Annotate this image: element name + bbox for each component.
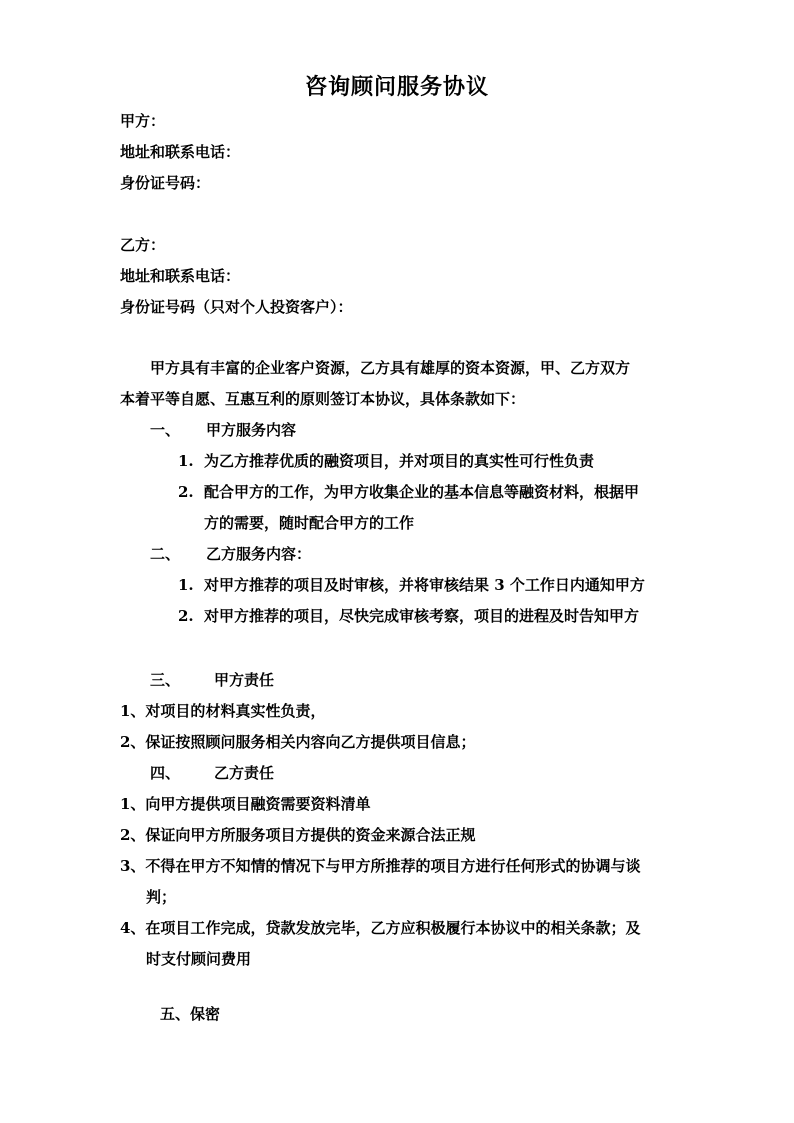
section1-heading — [150, 420, 296, 440]
section2-item-1: 1. 对甲方推荐的项目及时审核，并将审核结果 3 个工作日内通知甲方 — [178, 576, 645, 594]
section5-heading: 五、保密 — [160, 1005, 221, 1023]
section1-item-1: 1. 为乙方推荐优质的融资项目，并对项目的真实性可行性负责 — [178, 452, 595, 470]
section4-num: 四、 — [150, 764, 181, 782]
party-b-label: 乙方： — [120, 236, 166, 254]
party-b-address-label: 地址和联系电话： — [120, 267, 241, 285]
section1-item-2-cont: 方的需要，随时配合甲方的工作 — [204, 514, 415, 532]
party-b-id-label: 身份证号码（只对个人投资客户）： — [120, 298, 353, 316]
section4-item-2: 2、保证向甲方所服务项目方提供的资金来源合法正规 — [120, 826, 476, 844]
section4-heading — [150, 763, 274, 783]
party-a-id-label: 身份证号码： — [120, 174, 211, 192]
section2-title: 乙方服务内容： — [206, 545, 312, 563]
section4-item-4-cont: 时支付顾问费用 — [146, 950, 252, 968]
intro-line-2: 本着平等自愿、互惠互利的原则签订本协议，具体条款如下： — [120, 390, 526, 408]
section3-item-1: 1、对项目的材料真实性负责， — [120, 702, 326, 720]
section2-heading — [150, 544, 311, 564]
section4-item-1: 1、向甲方提供项目融资需要资料清单 — [120, 795, 371, 813]
section3-item-2: 2、保证按照顾问服务相关内容向乙方提供项目信息； — [120, 733, 476, 751]
section3-heading — [150, 670, 274, 690]
section4-title: 乙方责任 — [214, 764, 275, 782]
section3-num: 三、 — [150, 671, 181, 689]
section4-item-3: 3、不得在甲方不知情的情况下与甲方所推荐的项目方进行任何形式的协调与谈 — [120, 857, 641, 875]
section3-title: 甲方责任 — [214, 671, 275, 689]
page-title: 咨询顾问服务协议 — [304, 74, 489, 100]
section4-item-3-cont: 判； — [146, 888, 177, 906]
party-a-address-label: 地址和联系电话： — [120, 143, 241, 161]
section1-title: 甲方服务内容 — [206, 421, 297, 439]
section2-item-2: 2. 对甲方推荐的项目，尽快完成审核考察，项目的进程及时告知甲方 — [178, 607, 640, 625]
section1-num: 一、 — [150, 421, 181, 439]
party-a-label: 甲方： — [120, 112, 166, 130]
section2-num: 二、 — [150, 545, 181, 563]
section1-item-2: 2. 配合甲方的工作，为甲方收集企业的基本信息等融资材料，根据甲 — [178, 483, 640, 501]
section4-item-4: 4、在项目工作完成，贷款发放完毕，乙方应积极履行本协议中的相关条款；及 — [120, 919, 641, 937]
intro-line-1: 甲方具有丰富的企业客户资源，乙方具有雄厚的资本资源，甲、乙方双方 — [150, 359, 631, 377]
